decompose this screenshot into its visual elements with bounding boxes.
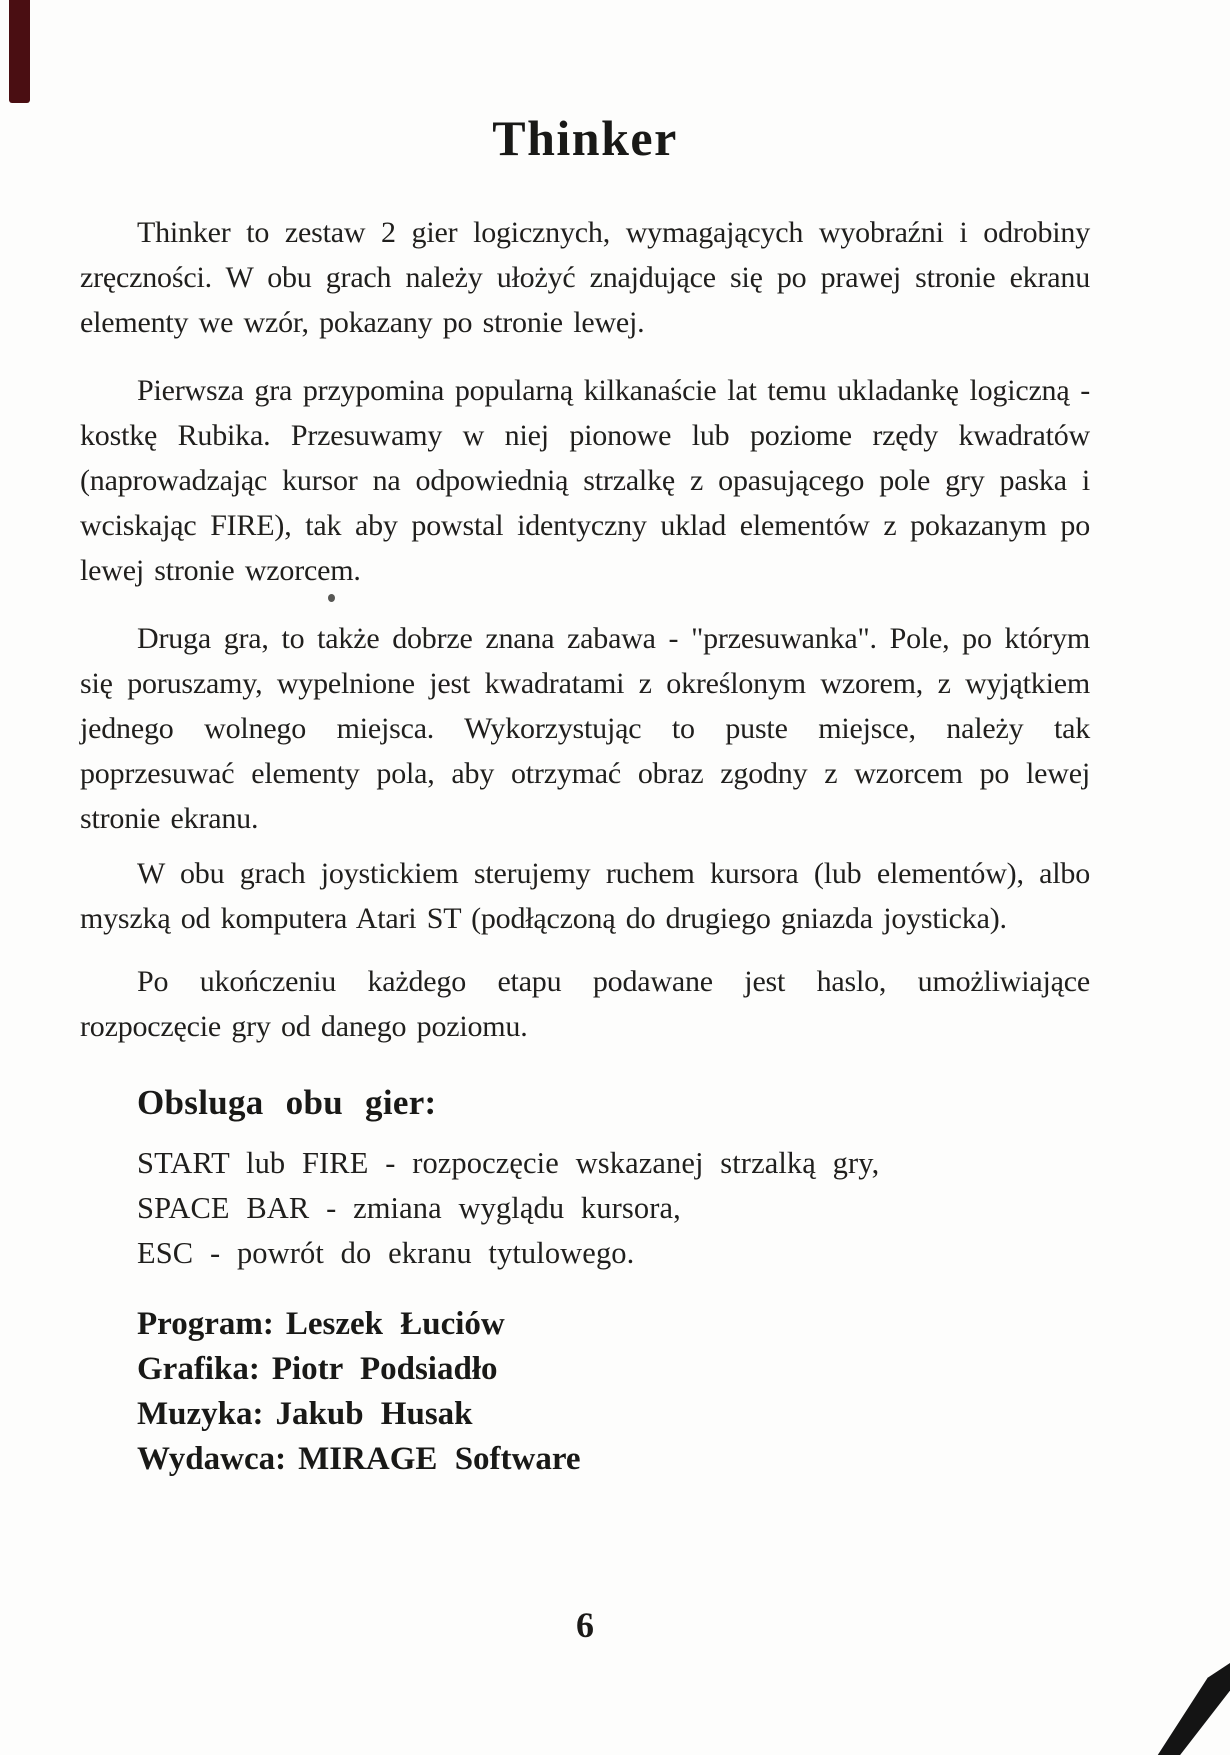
credits-block [80,1302,1090,1482]
paragraph-game1: Pierwsza gra przypomina popularną kilkanaście lat temu ukladankę logiczną - kostkę Rubika. Przesuwamy w niej pionowe lub poziome rzędy kwadratów (naprowadzając kursor na odpowiednią strzalkę z opasującego pole gry paska i wciskając FIRE), tak aby powstal identyczny uklad elementów z pokazanym po lewej stronie wzorcem. [80,374,1090,587]
page-number: 6 [576,1605,594,1645]
credit-music [137,1392,1090,1437]
scan-artifact-red-bar [9,0,30,103]
credit-program-value: Leszek Łuciów [285,1306,505,1342]
credit-publisher [137,1437,1090,1482]
paragraph-password-info: Po ukończeniu każdego etapu podawane jest haslo, umożliwiające rozpoczęcie gry od danego poziomu. [80,965,1090,1043]
key-line-esc: ESC - powrót do ekranu tytulowego. [137,1236,635,1270]
credit-program-label: Program: [137,1306,274,1342]
key-line-start-fire: START lub FIRE - rozpoczęcie wskazanej strzalką gry, [137,1146,880,1180]
credit-graphics-value: Piotr Podsiadło [271,1351,498,1387]
paragraph-game2: Druga gra, to także dobrze znana zabawa - "przesuwanka". Pole, po którym się poruszamy, wypelnione jest kwadratami z określonym wzorem, z wyjątkiem jednego wolnego miejsca. Wykorzystując to puste miejsce, należy tak poprzesuwać elementy pola, aby otrzymać obraz zgodny z wzorcem po lewej stronie ekranu. [80,622,1090,835]
scan-artifact-corner-mark [1144,1663,1230,1755]
credit-music-label: Muzyka: [137,1396,264,1432]
paragraph-intro: Thinker to zestaw 2 gier logicznych, wymagających wyobraźni i odrobiny zręczności. W obu grach należy ułożyć znajdujące się po prawej stronie ekranu elementy we wzór, pokazany po stronie lewej. [80,216,1090,339]
page-title: Thinker [492,110,678,166]
credit-music-value: Jakub Husak [275,1396,473,1432]
credit-graphics-label: Grafika: [137,1351,260,1387]
credit-program [137,1302,1090,1347]
credit-publisher-label: Wydawca: [137,1441,287,1477]
scan-artifact-speck [328,594,335,602]
key-list [80,1141,1090,1276]
controls-heading: Obsluga obu gier: [137,1083,437,1122]
key-line-space-bar: SPACE BAR - zmiana wyglądu kursora, [137,1191,681,1225]
paragraph-controls-info: W obu grach joystickiem sterujemy ruchem kursora (lub elementów), albo myszką od komputera Atari ST (podłączoną do drugiego gniazda joysticka). [80,857,1090,935]
credit-graphics [137,1347,1090,1392]
credit-publisher-value: MIRAGE Software [298,1441,581,1477]
